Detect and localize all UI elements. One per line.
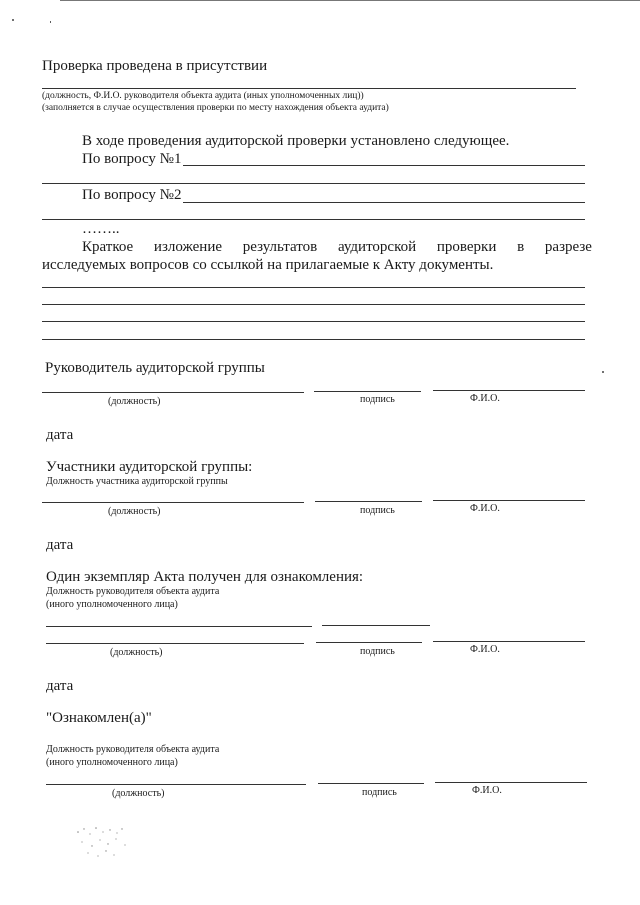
question-2-line: [42, 219, 585, 220]
scan-speck: [12, 19, 14, 21]
signature-caption: подпись: [360, 646, 395, 657]
position-line: [46, 626, 312, 627]
ellipsis: ……..: [82, 221, 120, 237]
summary-word: аудиторской: [337, 239, 417, 255]
copy-received-sub: (иного уполномоченного лица): [46, 599, 178, 610]
summary-line: [42, 321, 585, 322]
position-line: [42, 502, 304, 503]
signature-line: [315, 501, 422, 502]
findings-intro: В ходе проведения аудиторской проверки установлено следующее.: [82, 133, 510, 149]
position-line: [42, 392, 304, 393]
presence-title: Проверка проведена в присутствии: [42, 58, 268, 74]
scan-noise: [70, 820, 140, 870]
date-label: дата: [46, 678, 74, 694]
copy-received-sub: Должность руководителя объекта аудита: [46, 586, 220, 597]
fio-line: [433, 500, 585, 501]
scan-speck: [602, 371, 604, 373]
date-label: дата: [46, 537, 74, 553]
fio-line: [433, 390, 585, 391]
signature-caption: подпись: [362, 787, 397, 798]
summary-line: [42, 287, 585, 288]
fio-caption: Ф.И.О.: [470, 503, 500, 514]
summary-line-2: исследуемых вопросов со ссылкой на прилагаемые к Акту документы.: [42, 257, 494, 273]
signature-caption: подпись: [360, 394, 395, 405]
position-caption: (должность): [108, 506, 161, 517]
question-2-line: [183, 202, 585, 203]
summary-word: в: [517, 239, 525, 255]
signature-line: [314, 391, 421, 392]
summary-word: результатов: [242, 239, 318, 255]
acquainted-title: "Ознакомлен(а)": [46, 710, 152, 726]
position-line: [46, 643, 304, 644]
summary-word: разрезе: [544, 239, 592, 255]
question-1-line: [42, 183, 585, 184]
summary-word: проверки: [436, 239, 497, 255]
scan-speck: [50, 21, 51, 23]
copy-received-title: Один экземпляр Акта получен для ознакомления:: [46, 569, 364, 585]
signature-line: [322, 625, 430, 626]
position-line: [46, 784, 306, 785]
summary-word: изложение: [153, 239, 223, 255]
acquainted-sub: Должность руководителя объекта аудита: [46, 744, 220, 755]
fio-caption: Ф.И.О.: [470, 393, 500, 404]
presence-line: [42, 88, 576, 89]
signature-caption: подпись: [360, 505, 395, 516]
fio-caption: Ф.И.О.: [472, 785, 502, 796]
team-leader-title: Руководитель аудиторской группы: [45, 360, 265, 376]
fio-line: [433, 641, 585, 642]
signature-line: [316, 642, 422, 643]
question-1-line: [183, 165, 585, 166]
acquainted-sub: (иного уполномоченного лица): [46, 757, 178, 768]
presence-note: (заполняется в случае осуществления проверки по месту нахождения объекта аудита): [42, 103, 389, 113]
date-label: дата: [46, 427, 74, 443]
scan-edge: [60, 0, 640, 1]
participants-title: Участники аудиторской группы:: [46, 459, 253, 475]
signature-line: [318, 783, 424, 784]
question-1-label: По вопросу №1: [82, 151, 182, 167]
summary-line: [42, 304, 585, 305]
position-caption: (должность): [110, 647, 163, 658]
question-2-label: По вопросу №2: [82, 187, 182, 203]
position-caption: (должность): [108, 396, 161, 407]
presence-note: (должность, Ф.И.О. руководителя объекта аудита (иных уполномоченных лиц)): [42, 91, 364, 101]
position-caption: (должность): [112, 788, 165, 799]
fio-caption: Ф.И.О.: [470, 644, 500, 655]
participants-subtitle: Должность участника аудиторской группы: [46, 476, 228, 487]
fio-line: [435, 782, 587, 783]
summary-line: [42, 339, 585, 340]
summary-line-1: [82, 239, 592, 256]
summary-word: Краткое: [82, 239, 134, 255]
